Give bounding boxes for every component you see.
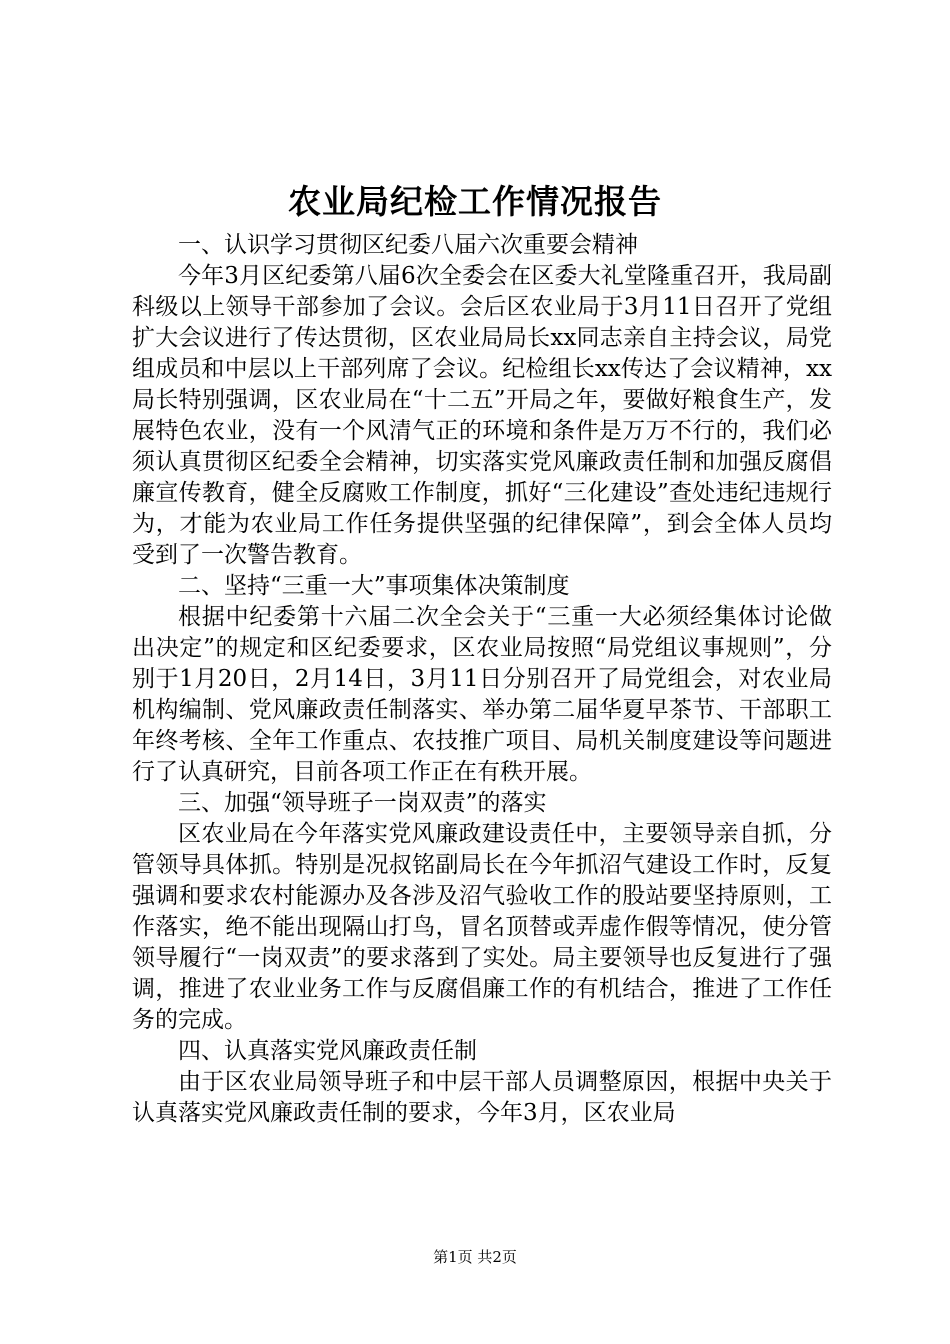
page-indicator: 第1页 共2页 bbox=[433, 1248, 517, 1266]
section-heading: 一、认识学习贯彻区纪委八届六次重要会精神 bbox=[178, 232, 638, 258]
section-paragraph: 由于区农业局领导班子和中层干部人员调整原因，根据中央关于认真落实党风廉政责任制的要求，今年3月，区农业局 bbox=[132, 1069, 832, 1126]
section-paragraph: 根据中纪委第十六届二次全会关于“三重一大必须经集体讨论做出决定”的规定和区纪委要求，区农业局按照“局党组议事规则”，分别于1月20日，2月14日，3月11日分别召开了局党组会，对农业局机构编制、党风廉政责任制落实、举办第二届华夏早茶节、干部职工年终考核、全年工作重点、农技推广项目、局机关制度建设等问题进行了认真研究，目前各项工作正在有秩开展。 bbox=[132, 604, 832, 785]
document-body bbox=[132, 230, 832, 1129]
section-heading: 四、认真落实党风廉政责任制 bbox=[178, 1038, 477, 1064]
section-1 bbox=[132, 230, 832, 571]
section-paragraph: 区农业局在今年落实党风廉政建设责任中，主要领导亲自抓，分管领导具体抓。特别是况叔铭副局长在今年抓沼气建设工作时，反复强调和要求农村能源办及各涉及沼气验收工作的股站要坚持原则，工作落实，绝不能出现隔山打鸟，冒名顶替或弄虚作假等情况，使分管领导履行“一岗双责”的要求落到了实处。局主要领导也反复进行了强调，推进了农业业务工作与反腐倡廉工作的有机结合，推进了工作任务的完成。 bbox=[132, 821, 832, 1033]
section-2 bbox=[132, 571, 832, 788]
section-heading: 三、加强“领导班子一岗双责”的落实 bbox=[178, 790, 547, 816]
section-heading: 二、坚持“三重一大”事项集体决策制度 bbox=[178, 573, 570, 599]
page-footer bbox=[0, 1247, 950, 1267]
section-3 bbox=[132, 788, 832, 1036]
document-title: 农业局纪检工作情况报告 bbox=[288, 182, 662, 221]
section-4 bbox=[132, 1036, 832, 1129]
section-paragraph: 今年3月区纪委第八届6次全委会在区委大礼堂隆重召开，我局副科级以上领导干部参加了会议。会后区农业局于3月11日召开了党组扩大会议进行了传达贯彻，区农业局局长xx同志亲自主持会议，局党组成员和中层以上干部列席了会议。纪检组长xx传达了会议精神，xx局长特别强调，区农业局在“十二五”开局之年，要做好粮食生产，发展特色农业，没有一个风清气正的环境和条件是万万不行的，我们必须认真贯彻区纪委全会精神，切实落实党风廉政责任制和加强反腐倡廉宣传教育，健全反腐败工作制度，抓好“三化建设”查处违纪违规行为，才能为农业局工作任务提供坚强的纪律保障”，到会全体人员均受到了一次警告教育。 bbox=[132, 263, 832, 568]
